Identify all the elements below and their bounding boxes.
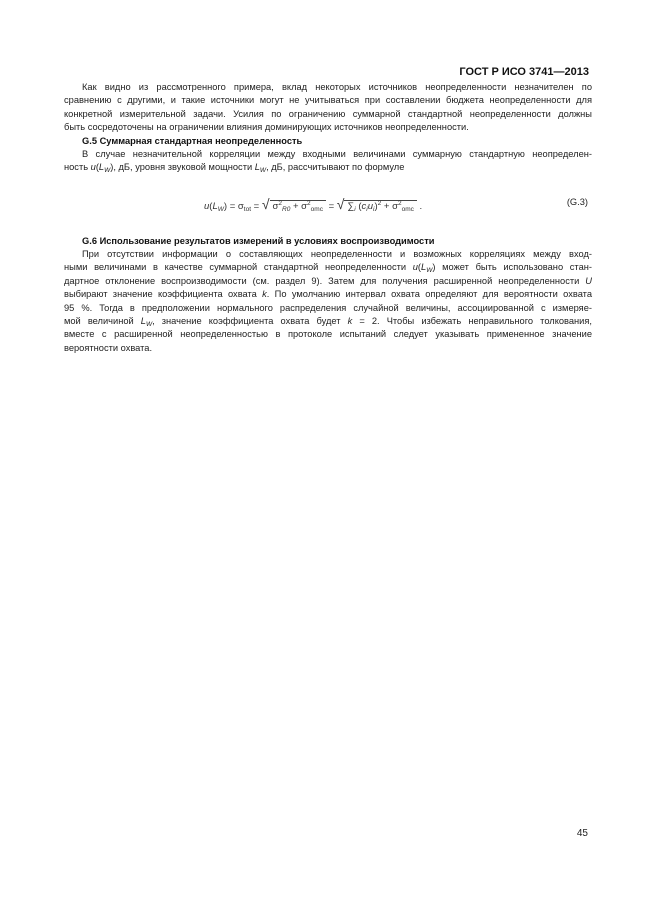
paragraph-line: выбирают значение коэффициента охвата k. По умолчанию интервал охвата определяют для вероятности охвата	[64, 289, 592, 299]
section-heading-g5: G.5 Суммарная стандартная неопределенность	[82, 136, 303, 146]
paragraph-line: вместе с расширенной неопределенностью в протоколе испытаний следует указывать примененное значение	[64, 329, 592, 339]
paragraph-line: При отсутствии информации о составляющих неопределенности и возможных корреляциях между вход-	[82, 249, 592, 259]
paragraph-line: Как видно из рассмотренного примера, вклад некоторых источников неопределенности незначителен по	[82, 82, 592, 92]
page-number: 45	[576, 828, 588, 839]
paragraph-line: вероятности охвата.	[64, 343, 153, 353]
formula-g3: $u(L_W) = \sigma_{tot}$ = √ $\sigma^2_{R0} + \sigma^2_{omc}$ = √ $\sum_i$ $(c_iu_i)^2 + \sigma^2_{omc}$ .	[204, 196, 423, 213]
paragraph-line: сравнению с другими, и такие источники могут не учитываться при составлении бюджета неопределенности для	[64, 95, 592, 105]
section-heading-g6: G.6 Использование результатов измерений в условиях воспроизводимости	[82, 236, 435, 246]
paragraph-line: конкретной измерительной задачи. Усилия по ограничению суммарной стандартной неопределенности должны	[64, 109, 592, 119]
paragraph-line: В случае незначительной корреляции между входными величинами суммарную стандартную неопределен-	[82, 149, 592, 159]
paragraph-line: ными величинами в качестве суммарной стандартной неопределенности $u(L_W)$ может быть использовано стан-	[64, 262, 592, 274]
paragraph-line: ность $u(L_W)$, дБ, уровня звуковой мощности $L_W$, дБ, рассчитывают по формуле	[64, 162, 405, 174]
paragraph-line: 95 %. Тогда в предположении нормального распределения случайной величины, ассоциированной с измеряе-	[64, 303, 592, 313]
document-header: ГОСТ Р ИСО 3741—2013	[459, 66, 589, 78]
paragraph-line: мой величиной $L_W$, значение коэффициента охвата будет k = 2. Чтобы избежать неправильного толкования,	[64, 316, 592, 328]
equation-number: (G.3)	[566, 197, 588, 207]
paragraph-line: быть сосредоточены на ограничении влияния доминирующих источников неопределенности.	[64, 122, 469, 132]
paragraph-line: дартное отклонение воспроизводимости (см. раздел 9). Затем для получения расширенной неопределенности U	[64, 276, 592, 286]
